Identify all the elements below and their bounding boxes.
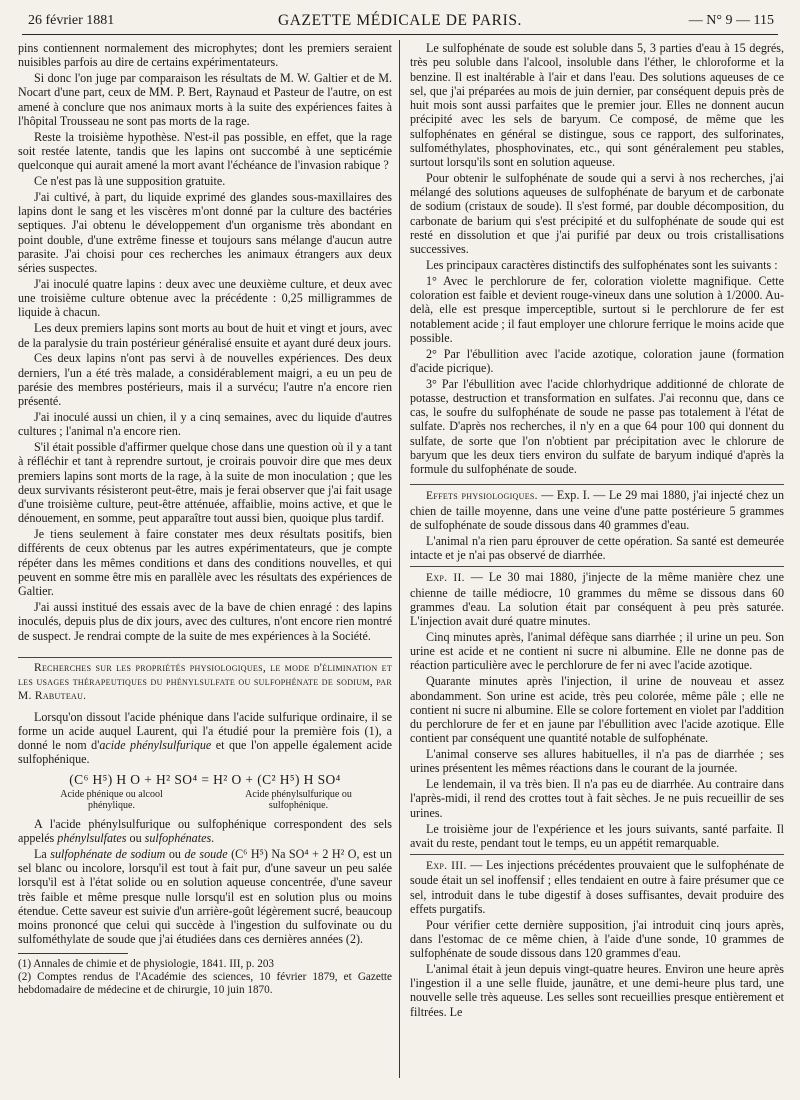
text-run: — Les injections précédentes prouvaient que le sulfophénate de soude était un sel inoffensif ; elles tendaient en outre à faire présumer que ce sel, introduit dans le tube digestif à doses suffisantes, devait produire des effets purgatifs. xyxy=(410,858,784,916)
paragraph: Reste la troisième hypothèse. N'est-il pas possible, en effet, que la rage soit restée latente, tandis que les lapins ont succombé à une septicémie quelconque qui aurait amené la mort avant l'échéance de l'invasion rabique ? xyxy=(18,129,392,173)
paragraph: 2° Par l'ébullition avec l'acide azotique, coloration jaune (formation d'acide picrique). xyxy=(410,346,784,375)
experiment-label: Exp. III. xyxy=(426,860,467,873)
paragraph xyxy=(18,847,392,947)
italic-term: acide phénylsulfurique xyxy=(99,738,212,753)
paragraph: Les deux premiers lapins sont morts au bout de huit et vingt et jours, avec de la paralysie du train postérieur généralisé ensuite et ayant duré deux jours. xyxy=(18,321,392,350)
italic-term: phénylsulfates xyxy=(57,831,127,846)
experiment-label: Exp. II. xyxy=(426,572,465,585)
paragraph: L'animal n'a rien paru éprouver de cette opération. Sa santé est demeurée intacte et je n'ai pas observé de diarrhée. xyxy=(410,533,784,563)
paragraph: Je tiens seulement à faire constater mes deux résultats positifs, bien différents de ceux obtenus par les autres expérimentateurs, que je compte répéter dans les mêmes conditions et dans des conditions nouvelles, et qui peuvent en somme être mis en parallèle avec les résultats des expériences de Galtier. xyxy=(18,527,392,599)
right-column xyxy=(410,41,784,1021)
header-date: 26 février 1881 xyxy=(28,13,115,28)
section-title: Recherches sur les propriétés physiologiques, le mode d'élimination et les usages thérapeutiques du phénylsulfate ou sulfophénate de sodium, par M. Rabuteau. xyxy=(18,657,392,704)
formula-caption-left: Acide phénique ou alcool phénylique. xyxy=(60,788,163,811)
paragraph: J'ai inoculé quatre lapins : deux avec une deuxième culture, et deux avec une troisième culture obtenue avec la précédente : 0,25 milligrammes de liquide à chacun. xyxy=(18,276,392,320)
paragraph: 3° Par l'ébullition avec l'acide chlorhydrique additionné de chlorate de potasse, destruction et transformation en sulfates. J'ai reconnu que, dans ce cas, le soufre du sulfophénate de soude ne passe pas totalement à l'état de sulfate. D'après nos recherches, il n'y en a que 64 pour 100 qui donnent du sulfate, de sorte que l'on n'obtient par précipitation avec le chlorure de baryum que les deux tiers environ du sulfate de baryum indiqué d'après la formule du sulfophénate de soude. xyxy=(410,376,784,477)
subsection-title: Effets physiologiques. xyxy=(426,490,538,503)
text-run: ou xyxy=(126,831,145,846)
formula-caption-right: Acide phénylsulfurique ou sulfophénique. xyxy=(245,788,352,811)
paragraph: pins contiennent normalement des microphytes; dont les premiers seraient nuisibles parfois au dire de certains expérimentateurs. xyxy=(18,41,392,70)
text-run: . xyxy=(211,831,215,846)
paragraph: Si donc l'on juge par comparaison les résultats de M. W. Galtier et de M. Nocart d'une part, ceux de MM. P. Bert, Raynaud et Pasteur de l'autre, on est amené à conclure que nos animaux morts à la suite des expériences faites à l'hôpital Trousseau ne sont pas morts de la rage. xyxy=(18,71,392,128)
paragraph xyxy=(410,484,784,532)
text-run: ou xyxy=(165,846,185,861)
paragraph: S'il était possible d'affirmer quelque chose dans une question où il y a tant à réfléchir et tant à reprendre surtout, je croirais pouvoir dire que mes deux premiers lapins sont morts de la rage, à la suite de mon inoculation ; que les deux survivants résisteront peut-être, mais je ferai observer que j'ai fait usage d'une troisième culture, peut-être atténuée, affaiblie, moins active, et que le dénouement, en somme, peut apparaître tout aussi bien, quoique plus tardif. xyxy=(18,440,392,526)
footnote: (1) Annales de chimie et de physiologie, 1841. III, p. 203 xyxy=(18,957,275,970)
paragraph: Le lendemain, il va très bien. Il n'a pas eu de diarrhée. Au contraire dans l'après-midi, il rend des crottes tout à fait sèches. Je ne puis recueillir de ses urines. xyxy=(410,777,784,820)
paragraph xyxy=(18,710,392,767)
paragraph: Pour obtenir le sulfophénate de soude qui a servi à nos recherches, j'ai mélangé des solutions aqueuses de sulfophénate de baryum et de carbonate de sodium (cristaux de soude). Il s'est formé, par double décomposition, du carbonate de barium qui s'est précipité et du sulfophénate de soude qui est resté en dissolution et que j'ai purifié par deux ou trois cristallisations successives. xyxy=(410,170,784,257)
paragraph xyxy=(410,854,784,916)
page-header xyxy=(22,10,778,32)
header-rule xyxy=(22,34,778,35)
paragraph: L'animal conserve ses allures habituelles, il n'a pas de diarrhée ; ses urines présentent les mêmes réactions dans le courant de la journée. xyxy=(410,747,784,776)
paragraph xyxy=(410,566,784,628)
text-run: et que l'on appelle également acide sulfophénique. xyxy=(18,738,392,767)
paragraph: J'ai cultivé, à part, du liquide exprimé des glandes sous-maxillaires des lapins dont le sang et les viscères m'ont donné par la culture des bactéries septiques. J'ai obtenu le développement d'un organisme très abondant en point double, d'une extrême finesse et toujours sans mélange d'aucun autre parasite. J'ai choisi pour ces recherches les animaux étrangers aux deux séries suspectes. xyxy=(18,189,392,276)
chemical-formula: (C⁶ H⁵) H O + H² SO⁴ = H² O + (C² H⁵) H SO⁴ xyxy=(69,771,341,787)
paragraph xyxy=(18,817,392,846)
journal-title: GAZETTE MÉDICALE DE PARIS. xyxy=(277,12,523,29)
paragraph: Le troisième jour de l'expérience et les jours suivants, santé parfaite. Il avait du reste, pendant tout le temps, eu un appétit remarquable. xyxy=(410,821,784,850)
footnote-rule xyxy=(18,953,128,954)
text-run: — Exp. I. — Le 29 mai 1880, j'ai injecté chez un chien de taille moyenne, dans une veine d'une patte postérieure 5 grammes de sulfophénate de soude dissous dans 40 grammes d'eau. xyxy=(410,488,784,532)
italic-term: de soude xyxy=(184,846,228,861)
text-run: La xyxy=(34,846,51,861)
text-run: Lorsqu'on dissout l'acide phénique dans l'acide sulfurique ordinaire, il se forme un acide auquel Laurent, qui l'a étudié pour la première fois (1), a donné le nom d' xyxy=(18,709,392,753)
paragraph: 1° Avec le perchlorure de fer, coloration violette magnifique. Cette coloration est faible et devient rouge-vineux dans une solution à 1/2000. Au-delà, elle est presque imperceptible, surtout si le perchlorure de fer est notablement acide ; il faut employer une chlorure ferrique le moins acide que possible. xyxy=(410,273,784,345)
left-column xyxy=(18,41,392,997)
page-number: — N° 9 — 115 xyxy=(688,13,774,28)
paragraph: J'ai aussi institué des essais avec de la bave de chien enragé : des lapins inoculés, depuis plus de dix jours, avec des cultures, n'ont encore rien montré de suspect. Je rendrai compte de la suite de mes expériences à la Société. xyxy=(18,600,392,643)
paragraph: Les principaux caractères distinctifs des sulfophénates sont les suivants : xyxy=(426,257,778,272)
text-run: A l'acide phénylsulfurique ou sulfophénique correspondent des sels appelés xyxy=(18,816,392,846)
paragraph: Le sulfophénate de soude est soluble dans 5, 3 parties d'eau à 15 degrés, très peu soluble dans l'alcool, insoluble dans l'éther, le chloroforme et la benzine. Il est inaltérable à l'air et dans l'eau. Des solutions aqueuses de ce sel, que j'ai préparées au mois de juin dernier, par conséquent depuis près de huit mois sont aussi parfaites que le premier jour. Elles ne donnent aucun précipité avec les sels de baryum. Ce composé, de même que les sulfophénates en général se distingue, sous ce rapport, des sulforinates, sulfométhylates, phosphovinates, etc., qui sont généralement peu stables, surtout lorsqu'ils sont en solution aqueuse. xyxy=(410,41,784,169)
paragraph: J'ai inoculé aussi un chien, il y a cinq semaines, avec du liquide d'autres cultures ; l'animal n'a encore rien. xyxy=(18,410,392,439)
text-run: (C⁶ H⁵) Na SO⁴ + 2 H² O, est un sel blanc ou incolore, lorsqu'il est tout à fait pur, d'une saveur un peu salée lorsqu'il est à l'état solide ou en solution aqueuse concentrée, d'une saveur très faible et même presque nulle lorsqu'il est en solution plus ou moins étendue. Cette saveur est suivie d'un arrière-goût légèrement sucré, beaucoup moins prononcé que celui qui succède à l'ingestion du sulfovinate ou du sulfométhylate de soude que j'ai étudiées dans ces dernières années (2). xyxy=(18,846,393,947)
paragraph: Quarante minutes après l'injection, il urine de nouveau et assez abondamment. Son urine est acide, très peu colorée, même pâle ; elle ne contient ni sucre ni albumine. Elle se colore fortement en violet par l'addition du perchlorure de fer et en jaune par l'ébullition avec l'acide azotique. Elle contient par conséquent une quantité notable de sulfophénate. xyxy=(410,674,784,746)
paragraph: Cinq minutes après, l'animal défèque sans diarrhée ; il urine un peu. Son urine est acide et ne contient ni sucre ni albumine. Elle ne donne pas de réaction particulière avec le perchlorure de fer ni avec l'acide azotique. xyxy=(410,629,784,673)
italic-term: sulfophénates xyxy=(144,831,212,846)
paragraph: Ce n'est pas là une supposition gratuite. xyxy=(34,174,226,189)
column-divider xyxy=(399,40,400,1078)
paragraph: L'animal était à jeun depuis vingt-quatre heures. Environ une heure après l'ingestion il a une selle fluide, jaunâtre, et une demi-heure plus tard, une nouvelle selle très aqueuse. Les selles sont recueillies presque entièrement et filtrées. Le xyxy=(410,961,784,1019)
formula-captions xyxy=(18,789,392,811)
italic-term: sulfophénate de sodium xyxy=(50,846,166,861)
paragraph: Pour vérifier cette dernière supposition, j'ai introduit cinq jours après, dans l'estomac de ce même chien, à l'aide d'une sonde, 10 grammes de sulfophénate de soude dissous dans 120 grammes d'eau. xyxy=(410,917,784,961)
paragraph: Ces deux lapins n'ont pas servi à de nouvelles expériences. Des deux derniers, l'un a été très malade, a considérablement maigri, a eu un peu de parésie des membres postérieurs, mais il a survécu; l'autre n'a encore rien présenté. xyxy=(18,351,392,409)
footnote: (2) Comptes rendus de l'Académie des sciences, 10 février 1879, et Gazette hebdomadaire de médecine et de chirurgie, 10 juin 1870. xyxy=(18,970,392,997)
text-run: — Le 30 mai 1880, j'injecte de la même manière chez une chienne de taille médiocre, 10 grammes du même se dissous dans 60 grammes d'eau. La solution était par conséquent à peu près saturée. L'injection avait duré quatre minutes. xyxy=(410,570,785,629)
